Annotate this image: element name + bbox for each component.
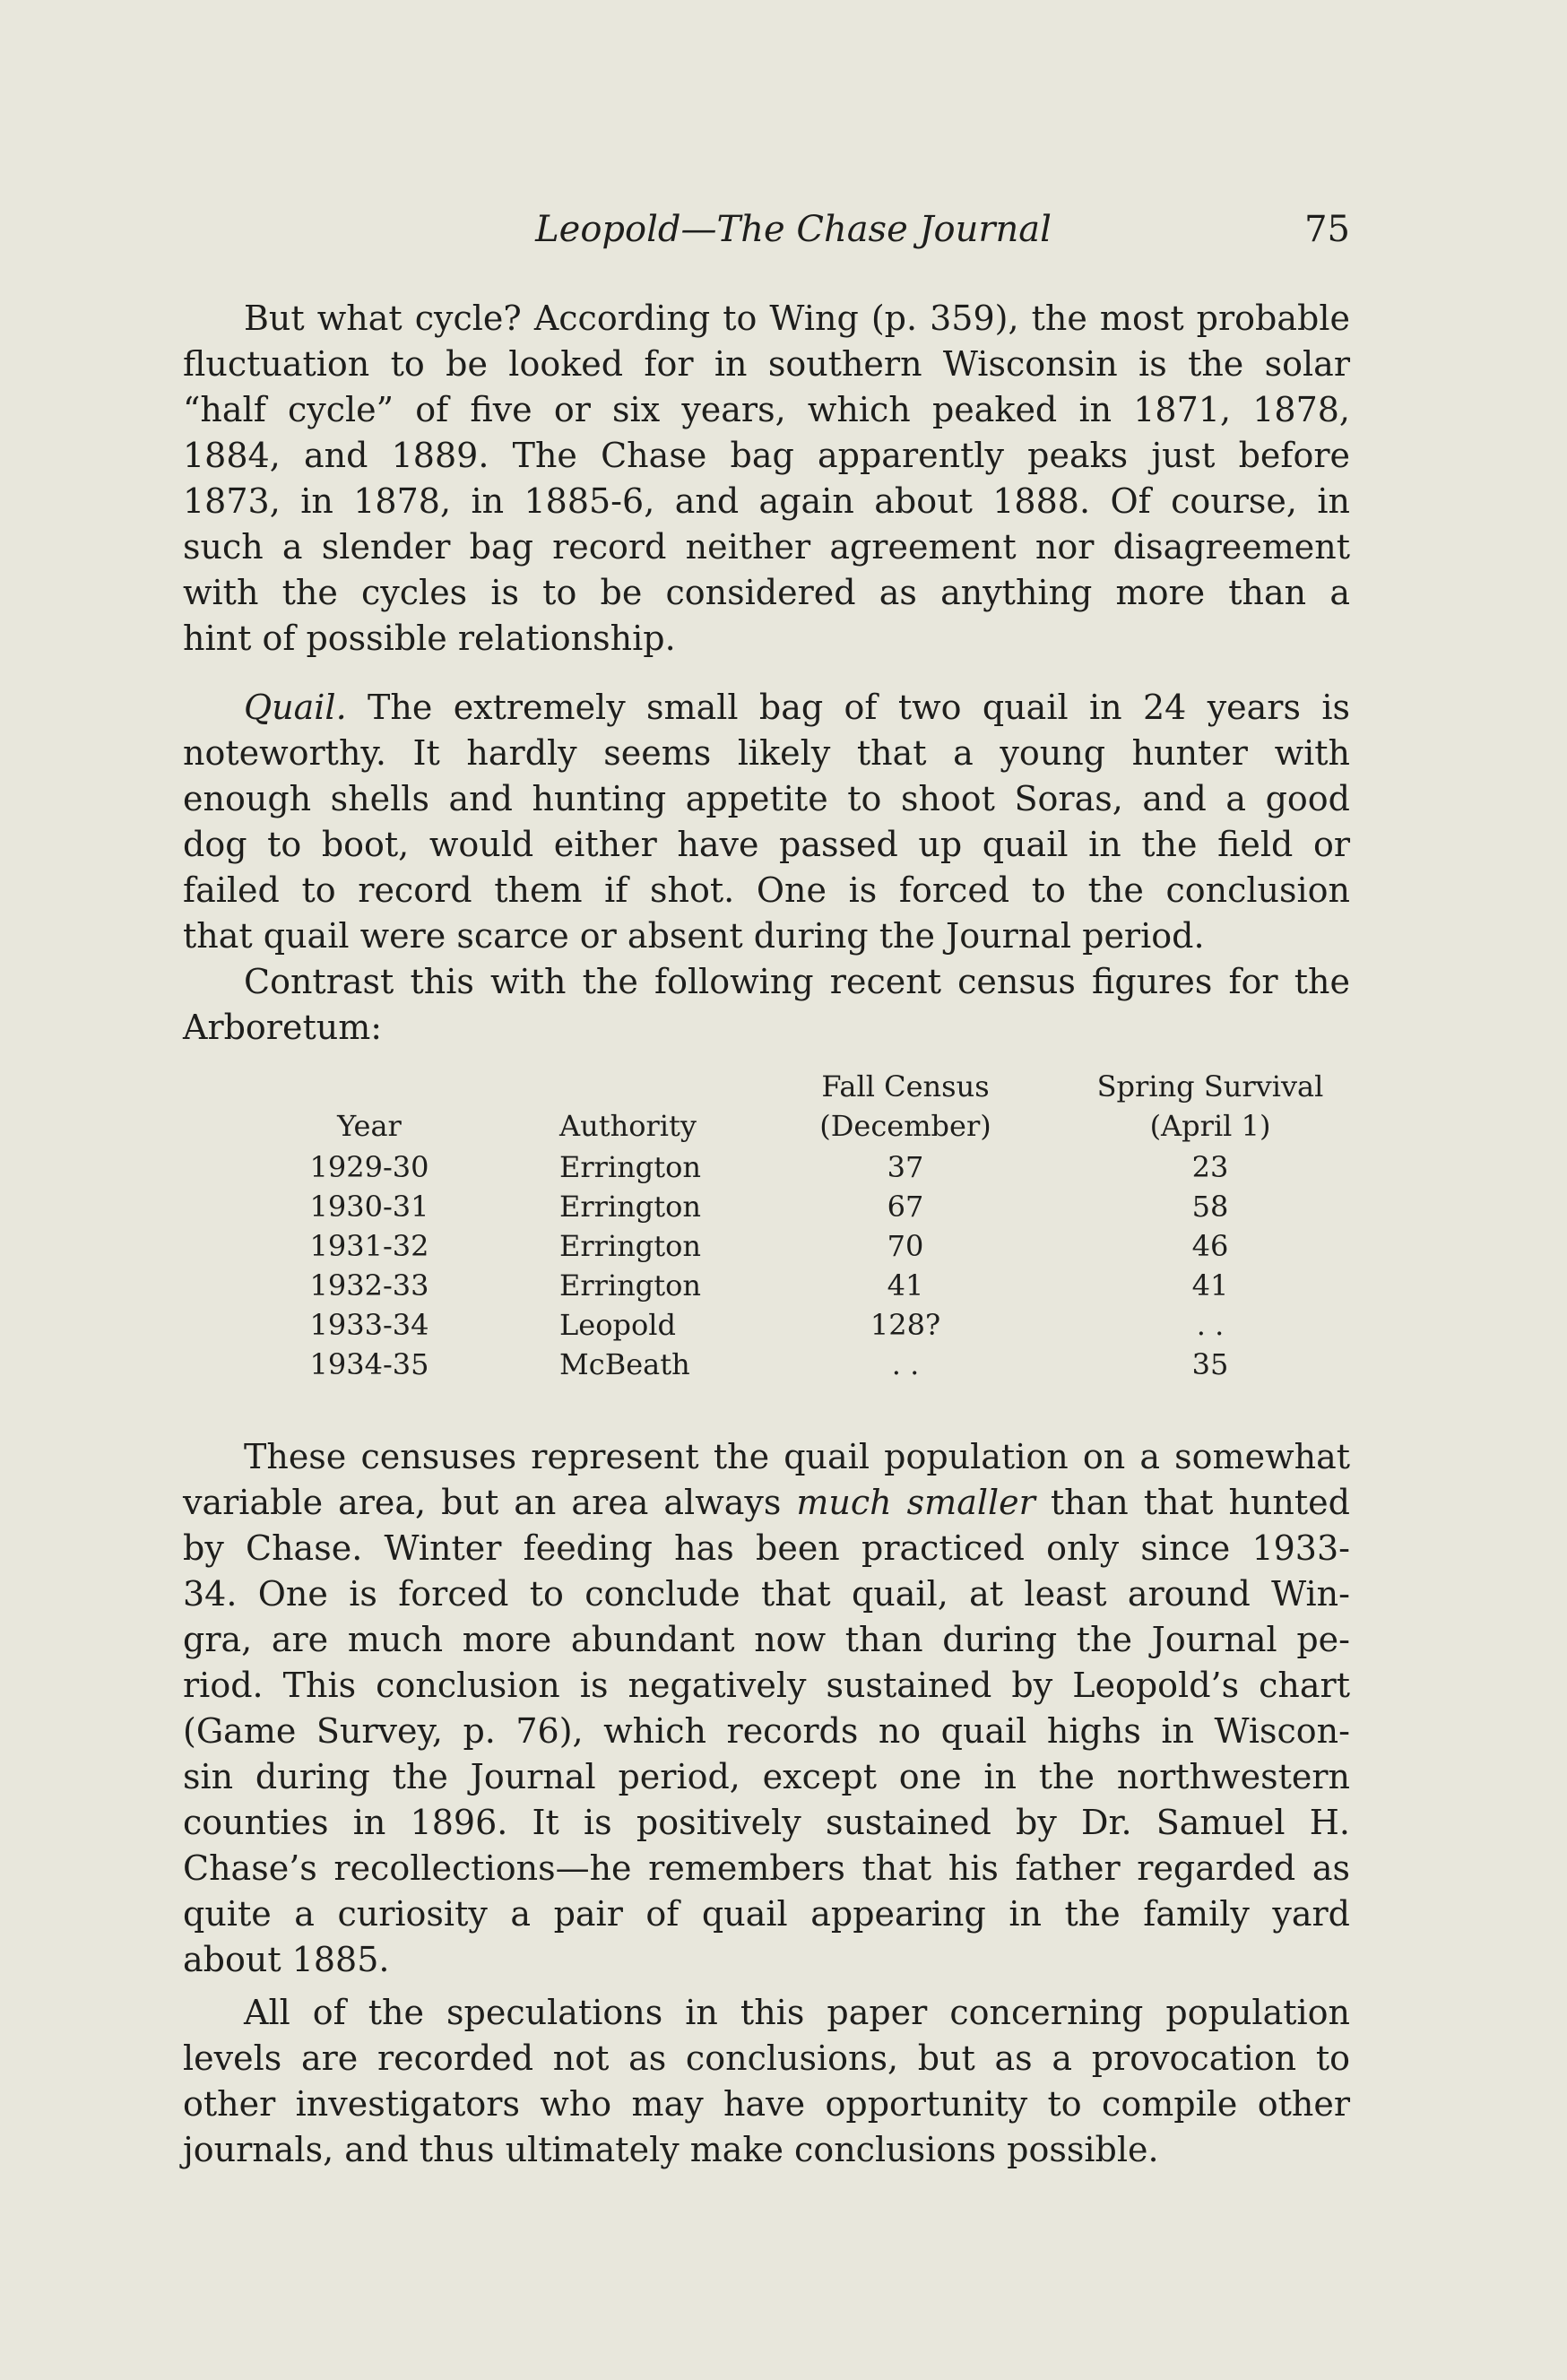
cell-authority: Errington: [559, 1150, 702, 1184]
text-line: enough shells and hunting appetite to shoot Soras, and a good: [183, 779, 1350, 818]
cell-authority: McBeath: [559, 1347, 690, 1381]
text-fragment: than that hunted: [1050, 1483, 1350, 1522]
cell-authority: Leopold: [559, 1308, 676, 1342]
text-line: But what cycle? According to Wing (p. 359), the most probable: [244, 299, 1350, 338]
text-fragment: The extremely small bag of two quail in 24 years is: [368, 688, 1350, 727]
cell-authority: Errington: [559, 1229, 702, 1263]
text-line: 1873, in 1878, in 1885-6, and again about 1888. Of course, in: [183, 481, 1350, 521]
cell-fall: 67: [887, 1190, 924, 1224]
paragraph-cycle: [183, 296, 1350, 662]
text-line: riod. This conclusion is negatively sustained by Leopold’s chart: [183, 1666, 1350, 1705]
cell-year: 1930-31: [309, 1190, 429, 1224]
cell-fall: 41: [887, 1268, 924, 1303]
text-line: by Chase. Winter feeding has been practiced only since 1933-: [183, 1528, 1350, 1568]
text-line: 1884, and 1889. The Chase bag apparently peaks just before: [183, 436, 1350, 475]
section-lead-quail: Quail.: [244, 688, 347, 727]
text-line: about 1885.: [183, 1940, 390, 1979]
text-line: hint of possible relationship.: [183, 619, 676, 658]
text-line: These censuses represent the quail population on a somewhat: [244, 1437, 1350, 1476]
cell-spring: 35: [1191, 1347, 1229, 1381]
text-line: sin during the Journal period, except one in the northwestern: [183, 1757, 1350, 1796]
header-fall-census: Fall Census: [821, 1069, 990, 1103]
paragraph-contrast: [183, 959, 1350, 1051]
text-line: failed to record them if shot. One is forced to the conclusion: [183, 870, 1350, 910]
text-line: journals, and thus ultimately make conclusions possible.: [183, 2130, 1159, 2169]
cell-spring: 46: [1191, 1229, 1229, 1263]
text-line: (Game Survey, p. 76), which records no quail highs in Wiscon-: [183, 1711, 1350, 1751]
text-line: that quail were scarce or absent during the Journal period.: [183, 916, 1205, 956]
text-line: with the cycles is to be considered as anything more than a: [183, 573, 1350, 612]
text-line: Chase’s recollections—he remembers that his father regarded as: [183, 1848, 1350, 1888]
body-text: [183, 296, 1350, 2173]
header-authority: Authority: [559, 1109, 697, 1143]
text-line: [183, 685, 1350, 731]
text-line: [183, 1480, 1350, 1526]
cell-year: 1931-32: [309, 1229, 429, 1263]
cell-fall: . .: [891, 1347, 920, 1381]
emphasis-much-smaller: much smaller: [796, 1483, 1035, 1522]
text-line: such a slender bag record neither agreement nor disagreement: [183, 527, 1350, 567]
paragraph-quail: [183, 685, 1350, 959]
cell-year: 1932-33: [309, 1268, 429, 1303]
text-line: All of the speculations in this paper concerning population: [244, 1993, 1350, 2032]
text-line: fluctuation to be looked for in southern Wisconsin is the solar: [183, 344, 1350, 384]
cell-year: 1933-34: [309, 1308, 429, 1342]
cell-fall: 70: [887, 1229, 924, 1263]
cell-year: 1934-35: [309, 1347, 429, 1381]
census-table: [183, 1067, 1350, 1434]
text-line: other investigators who may have opportunity to compile other: [183, 2084, 1350, 2124]
text-line: noteworthy. It hardly seems likely that a young hunter with: [183, 733, 1350, 773]
text-fragment: variable area, but an area always: [183, 1483, 782, 1522]
cell-fall: 128?: [870, 1308, 941, 1342]
cell-spring: . .: [1196, 1308, 1225, 1342]
running-header: [183, 204, 1350, 255]
text-line: counties in 1896. It is positively sustained by Dr. Samuel H.: [183, 1803, 1350, 1842]
text-line: levels are recorded not as conclusions, but as a provocation to: [183, 2038, 1350, 2078]
paragraph-speculations: [183, 1990, 1350, 2173]
cell-spring: 58: [1191, 1190, 1229, 1224]
header-spring-survival: Spring Survival: [1096, 1069, 1324, 1103]
text-line: Arboretum:: [183, 1008, 383, 1047]
cell-authority: Errington: [559, 1268, 702, 1303]
cell-year: 1929-30: [309, 1150, 429, 1184]
text-line: Contrast this with the following recent census figures for the: [244, 962, 1350, 1001]
cell-spring: 23: [1191, 1150, 1229, 1184]
text-line: 34. One is forced to conclude that quail, at least around Win-: [183, 1574, 1350, 1614]
page-number: 75: [1304, 209, 1350, 250]
header-fall-december: (December): [819, 1109, 991, 1143]
paragraph-censuses: [183, 1434, 1350, 1983]
header-year: Year: [337, 1109, 402, 1143]
text-line: quite a curiosity a pair of quail appearing in the family yard: [183, 1894, 1350, 1934]
text-line: gra, are much more abundant now than during the Journal pe-: [183, 1620, 1350, 1659]
text-line: “half cycle” of five or six years, which peaked in 1871, 1878,: [183, 390, 1350, 429]
text-line: dog to boot, would either have passed up quail in the field or: [183, 825, 1350, 864]
cell-fall: 37: [887, 1150, 924, 1184]
header-spring-april: (April 1): [1149, 1109, 1271, 1143]
cell-authority: Errington: [559, 1190, 702, 1224]
cell-spring: 41: [1191, 1268, 1229, 1303]
running-title: Leopold—The Chase Journal: [535, 209, 1052, 250]
